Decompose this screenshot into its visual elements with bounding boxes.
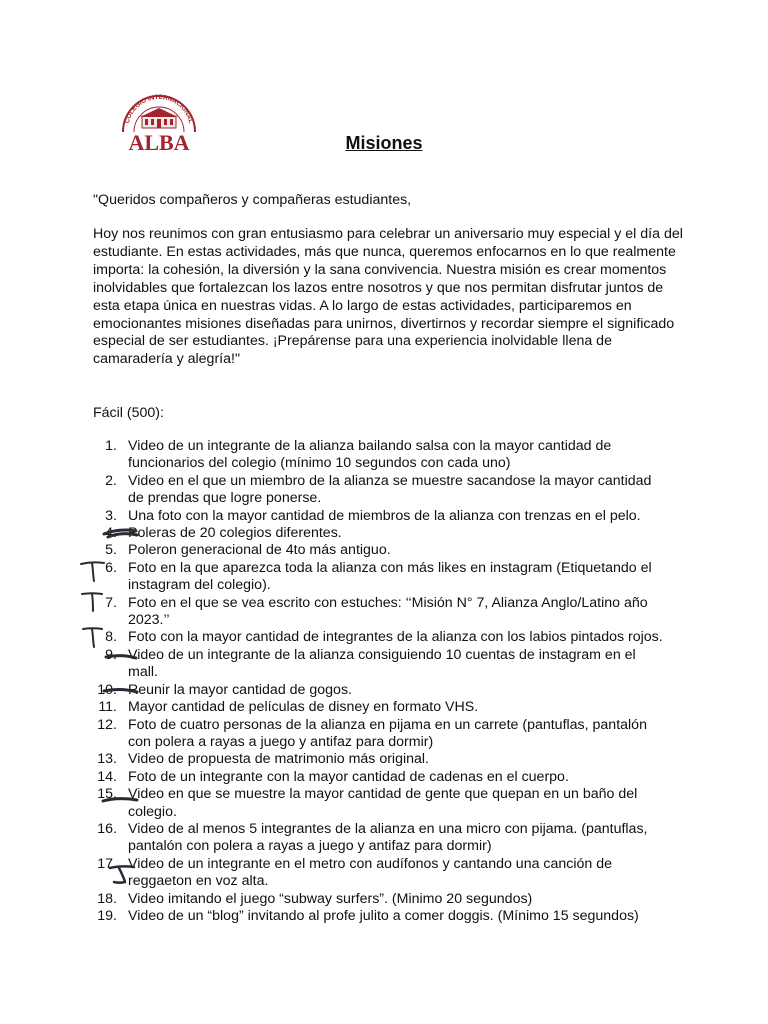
mission-number: 3. — [105, 507, 117, 524]
mission-item — [0, 595, 768, 630]
mission-text: Video de un “blog” invitando al profe julito a comer doggis. (Mínimo 15 segundos) — [128, 907, 639, 924]
mission-text: Video en que se muestre la mayor cantidad de gente que quepan en un baño del colegio. — [128, 786, 638, 820]
mission-text: Video de propuesta de matrimonio más original. — [128, 751, 429, 768]
mission-number: 12. — [97, 716, 117, 733]
mission-text: Video de un integrante de la alianza consiguiendo 10 cuentas de instagram en el mall. — [128, 646, 636, 681]
mission-text: Video en el que un miembro de la alianza se muestre sacandose la mayor cantidad de prendas que logre ponerse. — [128, 472, 652, 507]
mission-text: Video de un integrante en el metro con audífonos y cantando una canción de reggaeton en voz alta. — [128, 855, 613, 890]
section-label: Fácil (500): — [93, 405, 164, 421]
mission-item — [0, 699, 768, 716]
intro-paragraph: Hoy nos reunimos con gran entusiasmo para celebrar un aniversario muy especial y el día del estudiante. En estas actividades, más que nunca, queremos enfocarnos en lo que realmente importa: la cohesión, la diversión y la sana convivencia. Nuestra misión es crear momentos inolvidables que fortalezcan los lazos entre nosotros y que nos permitan disfrutar juntos de esta etapa única en nuestras vidas. A lo largo de estas actividades, participaremos en emocionantes misiones diseñadas para unirnos, divertirnos y recordar siempre el significado especial de ser estudiantes. ¡Prepárense para una experiencia inolvidable llena de camaradería y alegría!" — [93, 226, 683, 368]
mission-text: Foto de un integrante con la mayor cantidad de cadenas en el cuerpo. — [128, 768, 569, 785]
mission-number: 1. — [105, 438, 117, 454]
mission-text: Video de un integrante de la alianza bailando salsa con la mayor cantidad de funcionarios del colegio (mínimo 10 segundos con cada uno) — [128, 438, 612, 472]
mission-text: Foto en la que aparezca toda la alianza con más likes en instagram (Etiquetando el instagram del colegio). — [128, 559, 652, 594]
mission-number: 13. — [97, 751, 117, 768]
mission-list — [0, 438, 768, 925]
mission-number: 15. — [97, 786, 117, 803]
mission-item — [0, 508, 768, 525]
mission-item — [0, 786, 768, 821]
mission-number: 18. — [97, 890, 117, 907]
mission-text: Video de al menos 5 integrantes de la alianza en una micro con pijama. (pantuflas, pantalón con polera a rayas a juego y antifaz para dormir) — [128, 820, 648, 855]
mission-text: Foto con la mayor cantidad de integrantes de la alianza con los labios pintados rojos. — [128, 629, 663, 646]
logo-name-text: ALBA — [128, 130, 190, 155]
mission-text: Poleron generacional de 4to más antiguo. — [128, 542, 391, 559]
mission-item — [0, 560, 768, 595]
mission-item — [0, 438, 768, 473]
mission-number: 14. — [97, 768, 117, 785]
mission-item — [0, 629, 768, 646]
mission-text: Poleras de 20 colegios diferentes. — [128, 525, 342, 542]
mission-text: Reunir la mayor cantidad de gogos. — [128, 681, 352, 698]
mission-number: 2. — [105, 472, 117, 489]
mission-item — [0, 891, 768, 908]
mission-number: 11. — [98, 699, 117, 716]
mission-number: 9. — [105, 646, 117, 663]
logo-arc-text: COLEGIO INTERNACIONAL — [123, 93, 195, 125]
mission-item — [0, 908, 768, 925]
mission-item — [0, 769, 768, 786]
mission-text: Una foto con la mayor cantidad de miembros de la alianza con trenzas en el pelo. — [128, 507, 641, 524]
mission-item — [0, 821, 768, 856]
mission-number: 6. — [105, 559, 117, 576]
mission-number: 17. — [97, 855, 117, 872]
mission-text: Foto en el que se vea escrito con estuches: ‘‘Misión N° 7, Alianza Anglo/Latino año 2023.’’ — [128, 594, 648, 629]
mission-number: 8. — [105, 629, 117, 646]
mission-item — [0, 751, 768, 768]
mission-number: 5. — [105, 542, 117, 559]
mission-text: Foto de cuatro personas de la alianza en pijama en un carrete (pantuflas, pantalón con polera a rayas a juego y antifaz para dormir) — [128, 716, 647, 750]
mission-item — [0, 473, 768, 508]
greeting-text: "Queridos compañeros y compañeras estudiantes, — [93, 192, 412, 208]
mission-number: 16. — [97, 820, 117, 837]
page-title: Misiones — [345, 133, 423, 153]
mission-text: Video imitando el juego “subway surfers”. (Minimo 20 segundos) — [128, 890, 533, 907]
mission-item — [0, 647, 768, 682]
mission-number: 4. — [105, 525, 117, 542]
mission-item — [0, 542, 768, 559]
mission-item — [0, 717, 768, 752]
mission-item — [0, 682, 768, 699]
mission-item — [0, 525, 768, 542]
mission-number: 10. — [97, 681, 117, 698]
mission-item — [0, 856, 768, 891]
mission-number: 19. — [97, 907, 117, 924]
mission-text: Mayor cantidad de películas de disney en formato VHS. — [128, 699, 479, 716]
mission-number: 7. — [105, 594, 117, 611]
